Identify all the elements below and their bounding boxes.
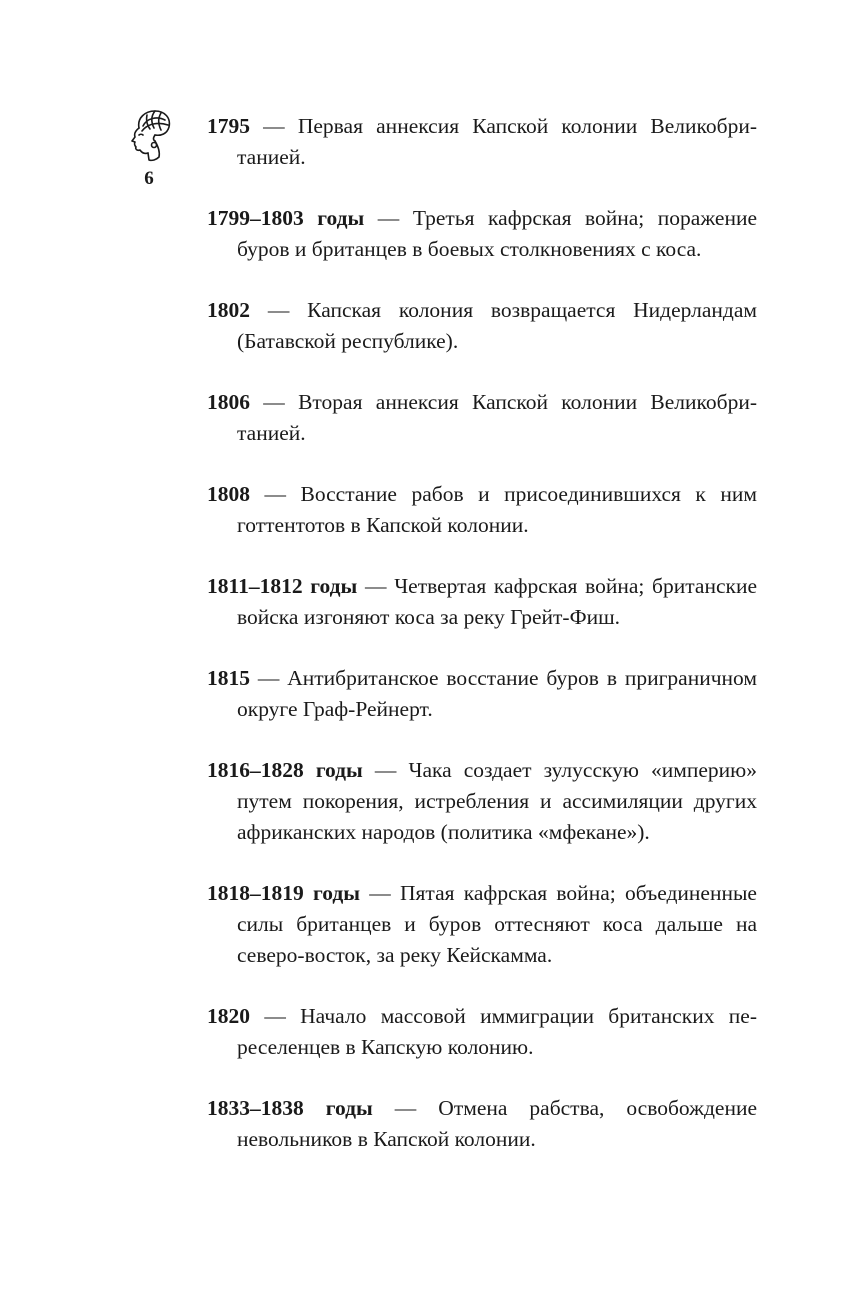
entry-date: 1808 [207, 482, 250, 506]
entry-text: — Первая аннексия Капской колонии Великобританией. [237, 114, 757, 169]
entry-date: 1811–1812 годы [207, 574, 358, 598]
entry-date: 1815 [207, 666, 250, 690]
entry-text: — Начало массовой иммиграции британских переселенцев в Капскую колонию. [237, 1004, 757, 1059]
timeline-entry-1815 [207, 663, 757, 725]
page-number: 6 [144, 168, 154, 189]
timeline-entry-1802 [207, 295, 757, 357]
entry-date: 1818–1819 годы [207, 881, 361, 905]
entry-text: — Пятая кафрская война; объединенные силы британцев и буров оттесняют коса дальше на северо-восток, за реку Кейскамма. [237, 881, 757, 967]
timeline-entry-1806 [207, 387, 757, 449]
entry-date: 1820 [207, 1004, 250, 1028]
entry-date: 1795 [207, 114, 250, 138]
timeline-entry-1795 [207, 111, 757, 173]
entry-text: — Отмена рабства, освобождение невольников в Капской колонии. [237, 1096, 757, 1151]
entry-text: — Четвертая кафрская война; британские войска изгоняют коса за реку Грейт-Фиш. [237, 574, 757, 629]
entry-text: — Вторая аннексия Капской колонии Великобританией. [237, 390, 757, 445]
entry-date: 1799–1803 годы [207, 206, 365, 230]
entry-text: — Третья кафрская война; поражение буров и британцев в боевых столкновениях с коса. [237, 206, 757, 261]
entry-text: — Антибританское восстание буров в приграничном округе Граф-Рейнерт. [237, 666, 757, 721]
timeline-entry-1811-1812 [207, 571, 757, 633]
timeline-entry-1808 [207, 479, 757, 541]
entry-text: — Восстание рабов и присоединившихся к ним готтентотов в Капской колонии. [237, 482, 757, 537]
entry-date: 1816–1828 годы [207, 758, 363, 782]
timeline-entry-1820 [207, 1001, 757, 1063]
timeline-entry-1818-1819 [207, 878, 757, 971]
entry-text: — Капская колония возвращается Нидерландам (Батавской республике). [237, 298, 757, 353]
timeline-entry-1816-1828 [207, 755, 757, 848]
page-marker [118, 108, 180, 190]
entry-date: 1833–1838 годы [207, 1096, 373, 1120]
entry-text: — Чака создает зулусскую «империю» путем покорения, истребления и ассимиляции других африканских народов (политика «мфекане»). [237, 758, 757, 844]
african-woman-headwrap-icon [125, 108, 173, 166]
entry-date: 1806 [207, 390, 250, 414]
timeline-entry-1799-1803 [207, 203, 757, 265]
entry-date: 1802 [207, 298, 250, 322]
timeline-entry-1833-1838 [207, 1093, 757, 1155]
timeline-list [207, 111, 757, 1155]
